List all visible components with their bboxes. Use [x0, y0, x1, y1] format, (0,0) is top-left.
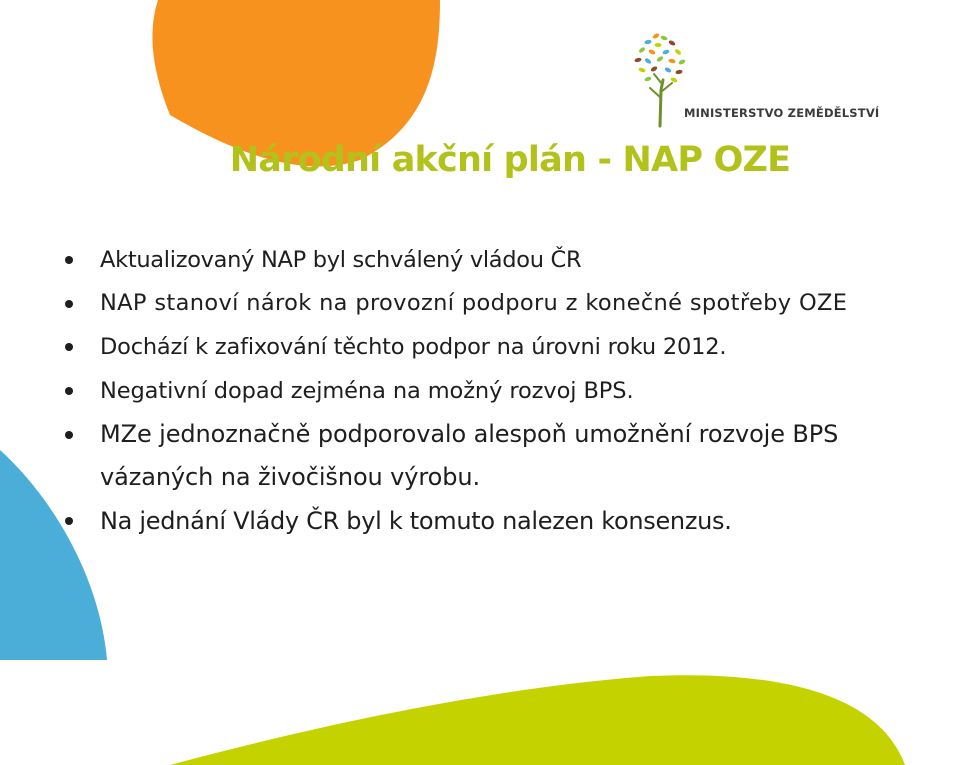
bullet-list: [62, 238, 958, 543]
ministry-logo: [630, 28, 880, 133]
tree-logo-icon: [630, 28, 690, 128]
bullet-item: Negativní dopad zejména na možný rozvoj BPS.: [62, 369, 958, 413]
bullet-item: Aktualizovaný NAP byl schválený vládou ČR: [62, 238, 958, 282]
bullet-item: Na jednání Vlády ČR byl k tomuto nalezen konsenzus.: [62, 499, 958, 543]
ministry-name: MINISTERSTVO ZEMĚDĚLSTVÍ: [684, 106, 880, 120]
green-petal-decoration: [170, 675, 905, 765]
slide-title: Národní akční plán - NAP OZE: [229, 140, 791, 180]
bullet-item: Dochází k zafixování těchto podpor na úrovni roku 2012.: [62, 325, 958, 369]
bullet-item: MZe jednoznačně podporovalo alespoň umožnění rozvoje BPS vázaných na živočišnou výrobu.: [62, 413, 958, 499]
bullet-item: NAP stanoví nárok na provozní podporu z konečné spotřeby OZE: [62, 282, 958, 325]
